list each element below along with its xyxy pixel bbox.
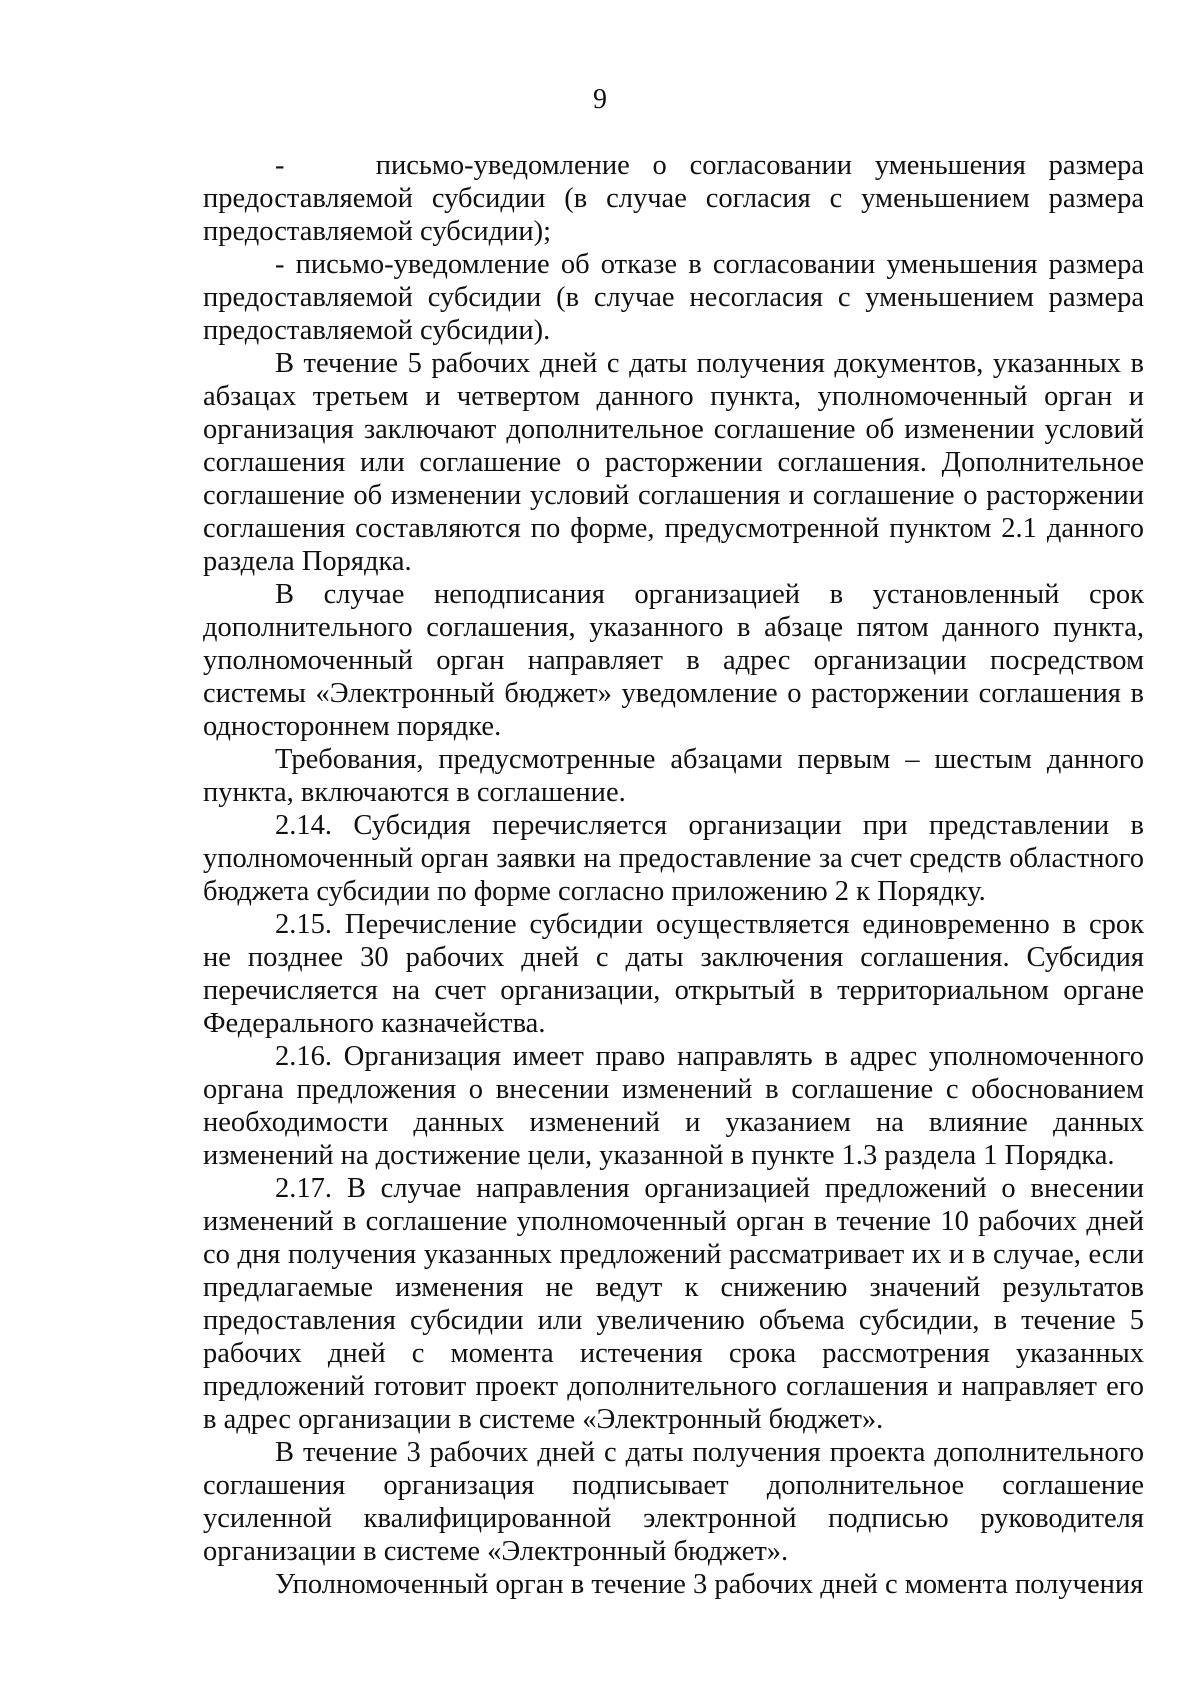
paragraph-clause-2-16: 2.16. Организация имеет право направлять в адрес уполномоченного органа предложения о внесении изменений в соглашение с обоснованием необходимости данных изменений и указанием на влияние данных изменений на достижение цели, указанной в пункте 1.3 раздела 1 Порядка. (203, 1041, 1144, 1171)
paragraph-notice-agreement: - письмо-уведомление о согласовании уменьшения размера предоставляемой субсидии (в случае согласия с уменьшением размера предоставляемой субсидии); (203, 150, 1144, 247)
paragraph-notice-refusal: - письмо-уведомление об отказе в согласовании уменьшения размера предоставляемой субсидии (в случае несогласия с уменьшением размера предоставляемой субсидии). (203, 249, 1144, 346)
paragraph-clause-2-14: 2.14. Субсидия перечисляется организации при представлении в уполномоченный орган заявки на предоставление за счет средств областного бюджета субсидии по форме согласно приложению 2 к Порядку. (203, 810, 1144, 907)
paragraph-requirements: Требования, предусмотренные абзацами первым – шестым данного пункта, включаются в соглашение. (203, 744, 1144, 808)
paragraph-additional-agreement: В течение 5 рабочих дней с даты получения документов, указанных в абзацах третьем и четвертом данного пункта, уполномоченный орган и организация заключают дополнительное соглашение об изменении условий соглашения или соглашение о расторжении соглашения. Дополнительное соглашение об изменении условий соглашения и соглашение о расторжении соглашения составляются по форме, предусмотренной пунктом 2.1 данного раздела Порядка. (203, 348, 1144, 577)
paragraph-clause-2-15: 2.15. Перечисление субсидии осуществляется единовременно в срок не позднее 30 рабочих дней с даты заключения соглашения. Субсидия перечисляется на счет организации, открытый в территориальном органе Федерального казначейства. (203, 909, 1144, 1039)
paragraph-continuation: Уполномоченный орган в течение 3 рабочих дней с момента получения (275, 1569, 1144, 1600)
paragraph-signing: В течение 3 рабочих дней с даты получения проекта дополнительного соглашения организация подписывает дополнительное соглашение усиленной квалифицированной электронной подписью руководителя организации в системе «Электронный бюджет». (203, 1437, 1144, 1567)
paragraph-clause-2-17: 2.17. В случае направления организацией предложений о внесении изменений в соглашение уполномоченный орган в течение 10 рабочих дней со дня получения указанных предложений рассматривает их и в случае, если предлагаемые изменения не ведут к снижению значений результатов предоставления субсидии или увеличению объема субсидии, в течение 5 рабочих дней с момента истечения срока рассмотрения указанных предложений готовит проект дополнительного соглашения и направляет его в адрес организации в системе «Электронный бюджет». (203, 1173, 1144, 1435)
document-body (203, 149, 1144, 1601)
page-number: 9 (593, 84, 607, 115)
paragraph-unilateral-termination: В случае неподписания организацией в установленный срок дополнительного соглашения, указанного в абзаце пятом данного пункта, уполномоченный орган направляет в адрес организации посредством системы «Электронный бюджет» уведомление о расторжении соглашения в одностороннем порядке. (203, 579, 1144, 742)
